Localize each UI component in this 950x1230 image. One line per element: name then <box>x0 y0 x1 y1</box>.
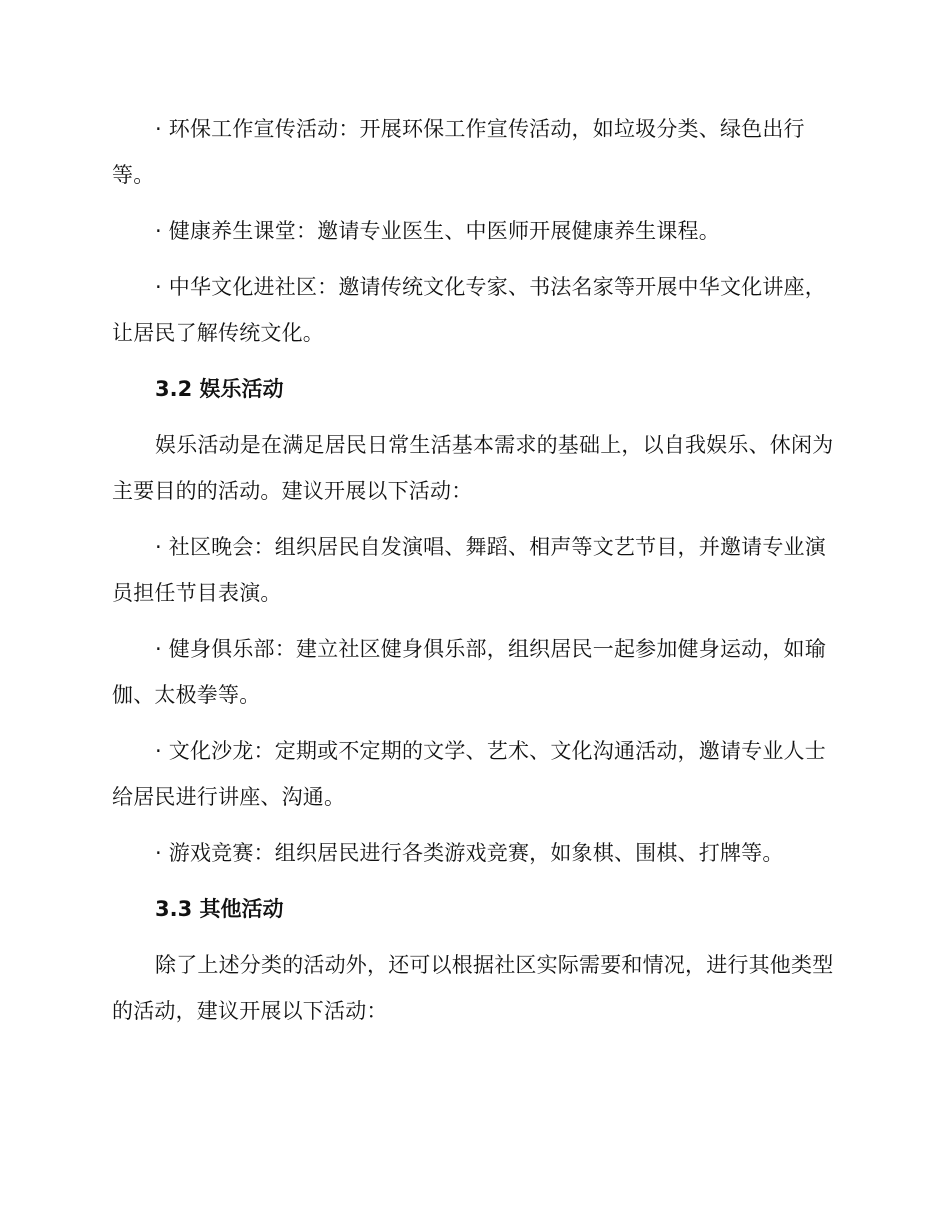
section-heading-entertainment: 3.2 娱乐活动 <box>155 377 284 401</box>
bullet-health-class: · 健康养生课堂：邀请专业医生、中医师开展健康养生课程。 <box>155 219 720 243</box>
bullet-game-contest: · 游戏竞赛：组织居民进行各类游戏竞赛，如象棋、围棋、打牌等。 <box>155 841 784 865</box>
entertainment-intro: 娱乐活动是在满足居民日常生活基本需求的基础上，以自我娱乐、休闲为主要目的的活动。建议开展以下活动： <box>112 433 834 503</box>
bullet-eco-promotion: · 环保工作宣传活动：开展环保工作宣传活动，如垃圾分类、绿色出行等。 <box>112 117 805 187</box>
section-heading-other: 3.3 其他活动 <box>155 897 284 921</box>
document-body <box>112 106 838 1044</box>
bullet-culture-salon: · 文化沙龙：定期或不定期的文学、艺术、文化沟通活动，邀请专业人士给居民进行讲座、沟通。 <box>112 739 826 809</box>
bullet-fitness-club: · 健身俱乐部：建立社区健身俱乐部，组织居民一起参加健身运动，如瑜伽、太极拳等。 <box>112 637 826 707</box>
bullet-community-gala: · 社区晚会：组织居民自发演唱、舞蹈、相声等文艺节目，并邀请专业演员担任节目表演。 <box>112 535 826 605</box>
other-activities-intro: 除了上述分类的活动外，还可以根据社区实际需要和情况，进行其他类型的活动，建议开展以下活动： <box>112 953 834 1023</box>
bullet-chinese-culture: · 中华文化进社区：邀请传统文化专家、书法名家等开展中华文化讲座，让居民了解传统文化。 <box>112 275 826 345</box>
